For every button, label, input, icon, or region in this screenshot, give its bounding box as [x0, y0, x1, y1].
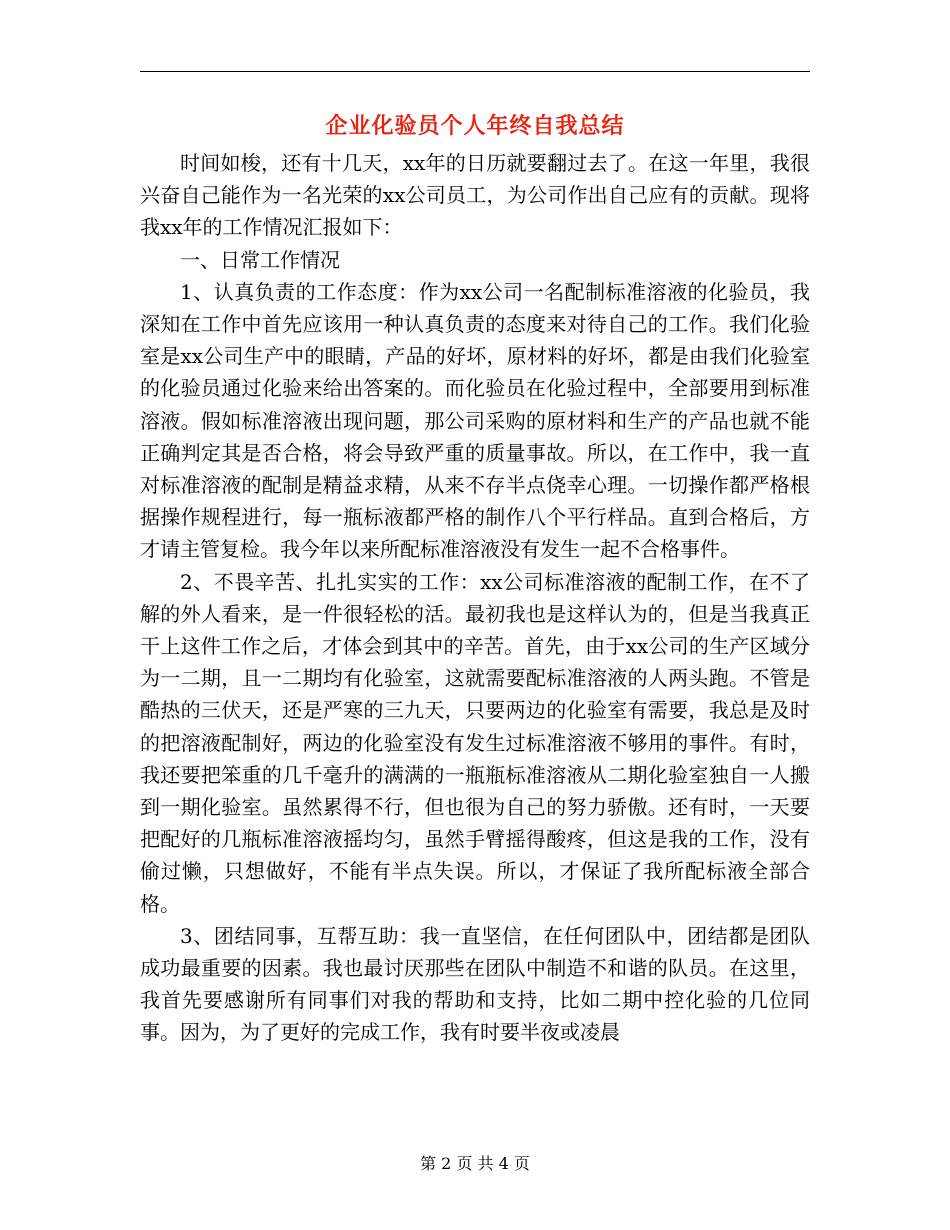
document-body	[140, 147, 810, 1049]
header-rule	[140, 71, 810, 72]
page-footer: 第 2 页 共 4 页	[420, 1154, 530, 1173]
paragraph-item-3: 3、团结同事，互帮互助：我一直坚信，在任何团队中，团结都是团队成功最重要的因素。我也最讨厌那些在团队中制造不和谐的队员。在这里，我首先要感谢所有同事们对我的帮助和支持，比如二期中控化验的几位同事。因为，为了更好的完成工作，我有时要半夜或凌晨	[140, 923, 810, 1045]
document-title: 企业化验员个人年终自我总结	[325, 113, 625, 139]
section-heading: 一、日常工作情况	[180, 247, 340, 272]
paragraph-intro: 时间如梭，还有十几天，xx年的日历就要翻过去了。在这一年里，我很兴奋自己能作为一名光荣的xx公司员工，为公司作出自己应有的贡献。现将我xx年的工作情况汇报如下：	[140, 151, 810, 240]
paragraph-item-1: 1、认真负责的工作态度：作为xx公司一名配制标准溶液的化验员，我深知在工作中首先应该用一种认真负责的态度来对待自己的工作。我们化验室是xx公司生产中的眼睛，产品的好坏，原材料的好坏，都是由我们化验室的化验员通过化验来给出答案的。而化验员在化验过程中，全部要用到标准溶液。假如标准溶液出现问题，那公司采购的原材料和生产的产品也就不能正确判定其是否合格，将会导致严重的质量事故。所以，在工作中，我一直对标准溶液的配制是精益求精，从来不存半点侥幸心理。一切操作都严格根据操作规程进行，每一瓶标液都严格的制作八个平行样品。直到合格后，方才请主管复检。我今年以来所配标准溶液没有发生一起不合格事件。	[140, 279, 810, 562]
paragraph-item-2: 2、不畏辛苦、扎扎实实的工作：xx公司标准溶液的配制工作，在不了解的外人看来，是一件很轻松的活。最初我也是这样认为的，但是当我真正干上这件工作之后，才体会到其中的辛苦。首先，由于xx公司的生产区域分为一二期，且一二期均有化验室，这就需要配标准溶液的人两头跑。不管是酷热的三伏天，还是严寒的三九天，只要两边的化验室有需要，我总是及时的把溶液配制好，两边的化验室没有发生过标准溶液不够用的事件。有时，我还要把笨重的几千毫升的满满的一瓶瓶标准溶液从二期化验室独自一人搬到一期化验室。虽然累得不行，但也很为自己的努力骄傲。还有时，一天要把配好的几瓶标准溶液摇均匀，虽然手臂摇得酸疼，但这是我的工作，没有偷过懒，只想做好，不能有半点失误。所以，才保证了我所配标液全部合格。	[140, 569, 810, 916]
